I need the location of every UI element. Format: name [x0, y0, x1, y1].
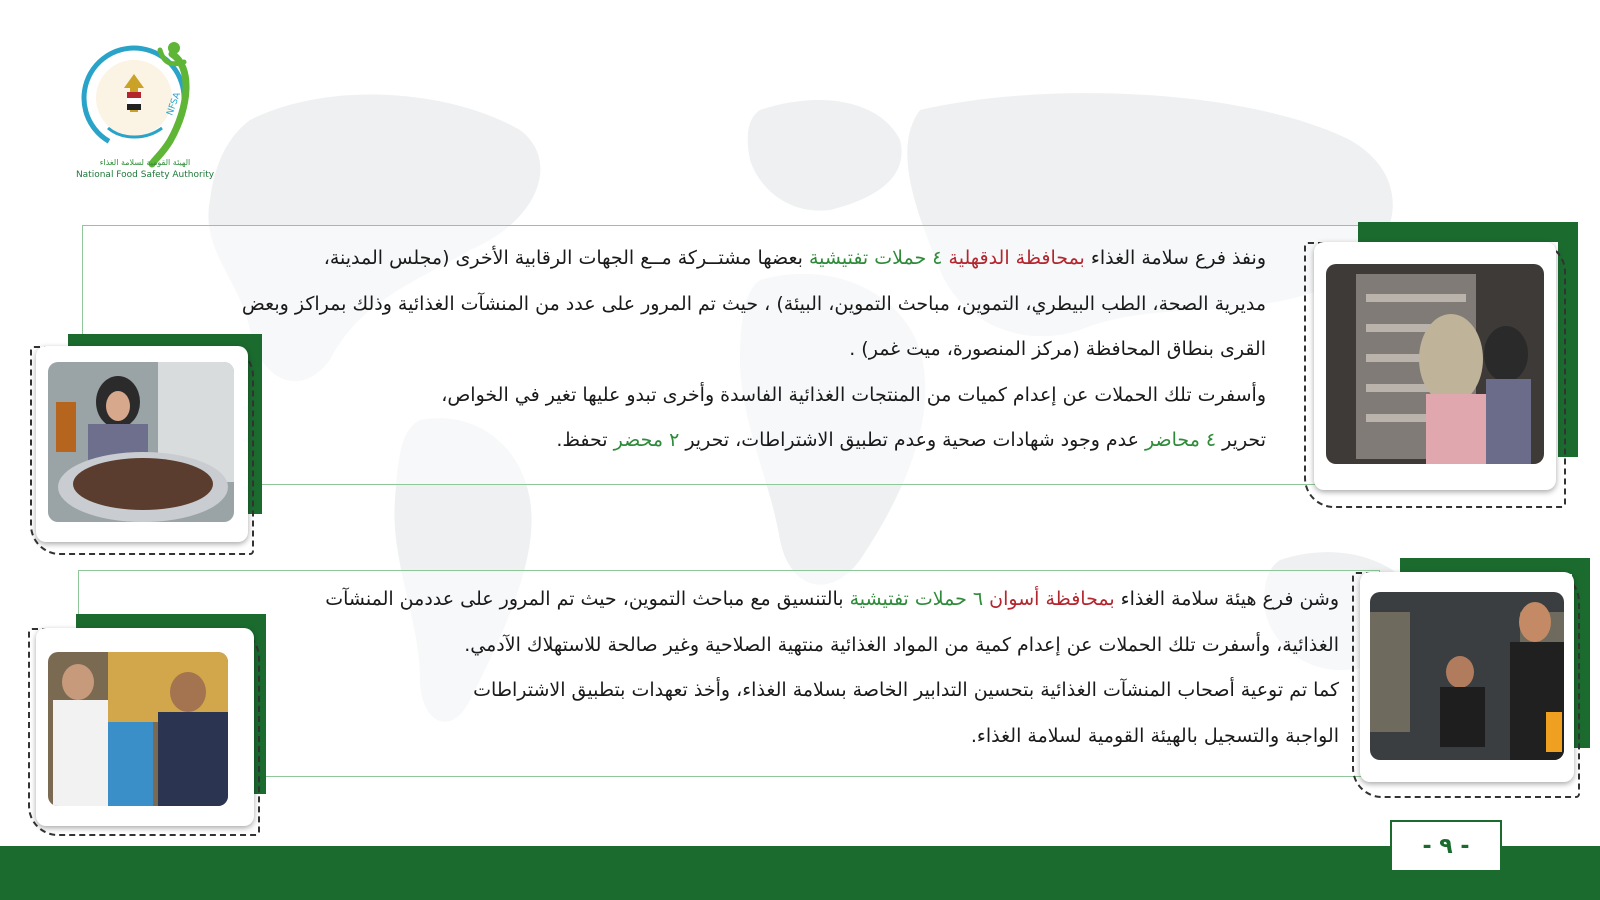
section1-line-4: وأسفرت تلك الحملات عن إعدام كميات من المنتجات الغذائية الفاسدة وأخرى تبدو عليها تغير في الخواص، [441, 383, 1266, 406]
section1-line-5: تحرير ٤ محاضر عدم وجود شهادات صحية وعدم تطبيق الاشتراطات، تحرير ٢ محضر تحفظ. [556, 429, 1266, 451]
section1-text-box [82, 225, 1359, 485]
section2-line-2: الغذائية، وأسفرت تلك الحملات عن إعدام كمية من المواد الغذائية منتهية الصلاحية وغير صالحة للاستهلاك الآدمي. [464, 633, 1339, 656]
section1-photo-right-frame [1300, 220, 1580, 510]
section1-line-2: مديرية الصحة، الطب البيطري، التموين، مباحث التموين، البيئة) ، حيث تم المرور على عدد من المنشآت الغذائية وذلك بمراكز وبعض [241, 292, 1266, 315]
section2-photo-left-frame [26, 612, 266, 838]
section1-line-3: القرى بنطاق المحافظة (مركز المنصورة، ميت غمر) . [849, 338, 1266, 360]
svg-text:NFSA: NFSA [165, 91, 183, 118]
footer-bar [0, 846, 1600, 900]
inspection-owner-awareness-photo [48, 652, 228, 806]
inspection-oven-photo [1326, 264, 1544, 464]
section2-text-box [78, 570, 1380, 777]
section2-line-3: كما تم توعية أصحاب المنشآت الغذائية بتحسين التدابير الخاصة بسلامة الغذاء، وأخذ تعهدات بتطبيق الاشتراطات [473, 679, 1339, 701]
section2-line-1: وشن فرع هيئة سلامة الغذاء بمحافظة أسوان ٦ حملات تفتيشية بالتنسيق مع مباحث التموين، حيث تم المرور على عددمن المنشآت [325, 588, 1339, 610]
page-number: - ٩ - [1390, 820, 1502, 872]
section2-line-4: الواجبة والتسجيل بالهيئة القومية لسلامة الغذاء. [970, 724, 1339, 747]
inspection-shop-photo [1370, 592, 1564, 760]
inspection-kitchen-photo [48, 362, 234, 522]
section1-line-1: ونفذ فرع سلامة الغذاء بمحافظة الدقهلية ٤ حملات تفتيشية بعضها مشتــركة مــع الجهات الرقابية الأخرى (مجلس المدينة، [323, 247, 1266, 269]
section1-photo-left-frame [28, 332, 262, 558]
logo-arabic-name: الهيئة القومية لسلامة الغذاء [99, 158, 191, 167]
section2-photo-right-frame [1350, 556, 1590, 800]
logo-english-name: National Food Safety Authority [75, 170, 215, 180]
